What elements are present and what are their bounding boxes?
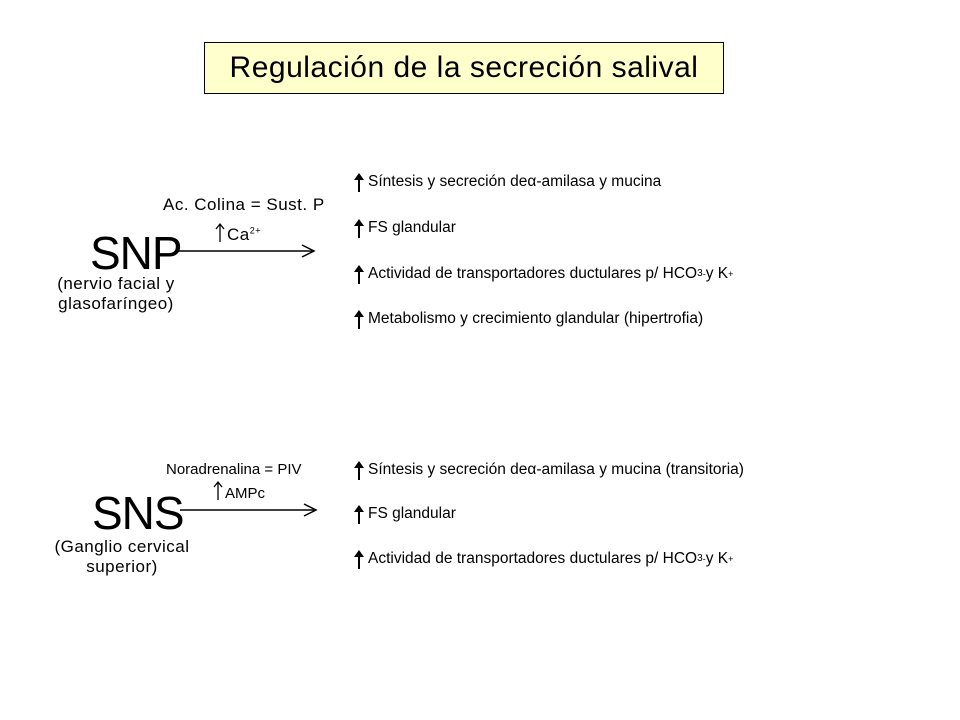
up-arrow-icon (213, 480, 223, 500)
snp-description (48, 274, 184, 314)
sns-description (48, 537, 196, 577)
snp-description-line2: glasofaríngeo) (58, 294, 174, 313)
snp-arrow-icon (178, 243, 318, 259)
sns-description-line1: (Ganglio cervical (54, 537, 190, 556)
sns-effect-2: FS glandular (352, 504, 456, 524)
sns-effect-3: Actividad de transportadores ductulares p/ HCO 3 - y K + (352, 549, 733, 569)
up-arrow-icon (352, 549, 366, 569)
up-arrow-icon (352, 172, 366, 192)
snp-label: SNP (90, 227, 182, 279)
snp-description-line1: (nervio facial y (57, 274, 175, 293)
snp-second-messenger-base: Ca (227, 225, 250, 244)
sns-effect-1: Síntesis y secreción de α -amilasa y mucina (transitoria) (352, 460, 744, 480)
snp-effect-2: FS glandular (352, 218, 456, 238)
snp-effect-3: Actividad de transportadores ductulares p/ HCO 3 - y K + (352, 264, 733, 284)
sns-label: SNS (92, 487, 184, 539)
sns-description-line2: superior) (86, 557, 158, 576)
sns-arrow-icon (180, 502, 320, 518)
up-arrow-icon (215, 222, 225, 242)
up-arrow-icon (352, 218, 366, 238)
sns-neurotransmitter: Noradrenalina = PIV (166, 461, 302, 478)
snp-second-messenger-charge: 2+ (249, 225, 261, 236)
up-arrow-icon (352, 460, 366, 480)
snp-effect-4: Metabolismo y crecimiento glandular (hipertrofia) (352, 309, 703, 329)
snp-neurotransmitter: Ac. Colina = Sust. P (163, 195, 325, 214)
up-arrow-icon (352, 309, 366, 329)
title-box (204, 42, 724, 94)
sns-second-messenger: AMPc (213, 480, 265, 502)
up-arrow-icon (352, 504, 366, 524)
page-title: Regulación de la secreción salival (229, 51, 699, 84)
snp-second-messenger (215, 222, 261, 245)
snp-effect-1: Síntesis y secreción de α -amilasa y mucina (352, 172, 661, 192)
up-arrow-icon (352, 264, 366, 284)
